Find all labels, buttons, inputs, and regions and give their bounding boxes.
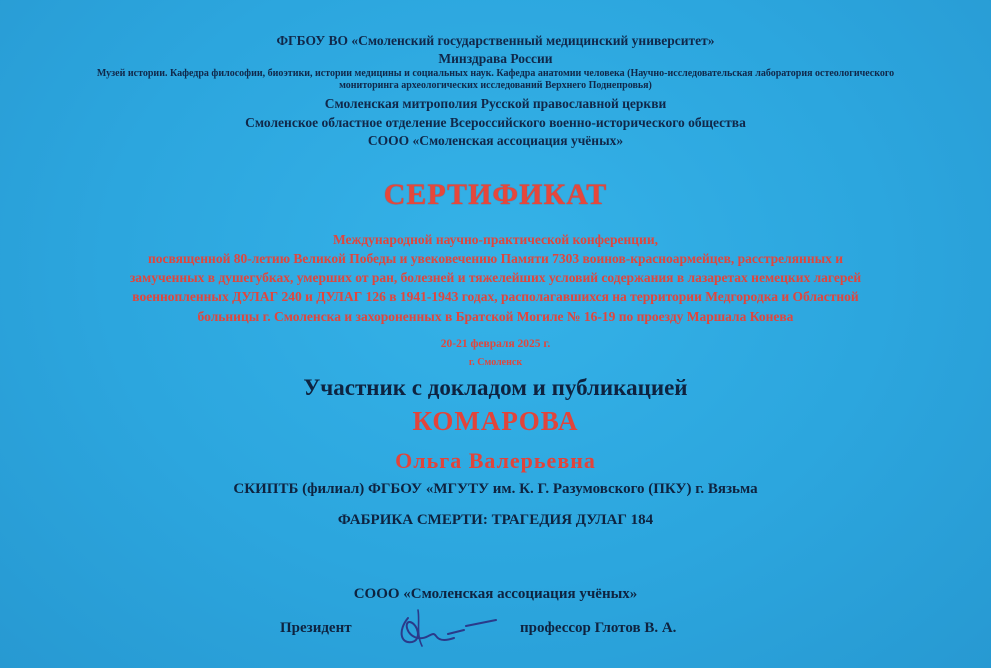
header-metropolis: Смоленская митрополия Русской православной церкви [324, 96, 667, 111]
certificate-title: СЕРТИФИКАТ [383, 178, 608, 211]
header-departments: Музей истории. Кафедра философии, биоэтики, истории медицины и социальных наук. Кафедра анатомии человека (Научно-исследовательская лаборатория остеологического [96, 68, 895, 79]
header-university: ФГБОУ ВО «Смоленский государственный медицинский университет» [276, 33, 715, 48]
conference-line: Международной научно-практической конференции, [332, 232, 658, 247]
conference-line: посвященной 80-летию Великой Победы и увековечению Памяти 7303 воинов-красноармейцев, расстрелянных и [147, 251, 844, 266]
conference-city: г. Смоленск [468, 357, 523, 368]
conference-line: военнопленных ДУЛАГ 240 и ДУЛАГ 126 в 1941-1943 годах, располагавшихся на территории Медгородка и Областной [132, 289, 859, 304]
header-association: СООО «Смоленская ассоциация учёных» [367, 133, 624, 148]
recipient-given-names: Ольга Валерьевна [395, 448, 596, 473]
conference-line: больницы г. Смоленска и захороненных в Братской Могиле № 16-19 по проезду Маршала Конева [197, 309, 794, 324]
president-name: профессор Глотов В. А. [520, 620, 677, 636]
signature-image [378, 600, 508, 655]
header-military-society: Смоленское областное отделение Всероссийского военно-исторического общества [245, 115, 746, 130]
president-label: Президент [280, 620, 352, 636]
header-departments-cont: мониторинга археологических исследований Верхнего Поднепровья) [339, 80, 652, 91]
conference-line: замученных в душегубках, умерших от ран, болезней и тяжелейших условий содержания в лазаретах немецких лагерей [129, 270, 862, 285]
recipient-surname: КОМАРОВА [412, 406, 579, 436]
report-topic: ФАБРИКА СМЕРТИ: ТРАГЕДИЯ ДУЛАГ 184 [337, 512, 654, 528]
footer-association: СООО «Смоленская ассоциация учёных» [353, 586, 638, 602]
recipient-organization: СКИПТБ (филиал) ФГБОУ «МГУТУ им. К. Г. Разумовского (ПКУ) г. Вязьма [233, 481, 758, 497]
conference-dates: 20-21 февраля 2025 г. [440, 338, 551, 350]
recipient-role: Участник с докладом и публикацией [303, 375, 688, 400]
header-ministry: Минздрава России [438, 51, 553, 66]
